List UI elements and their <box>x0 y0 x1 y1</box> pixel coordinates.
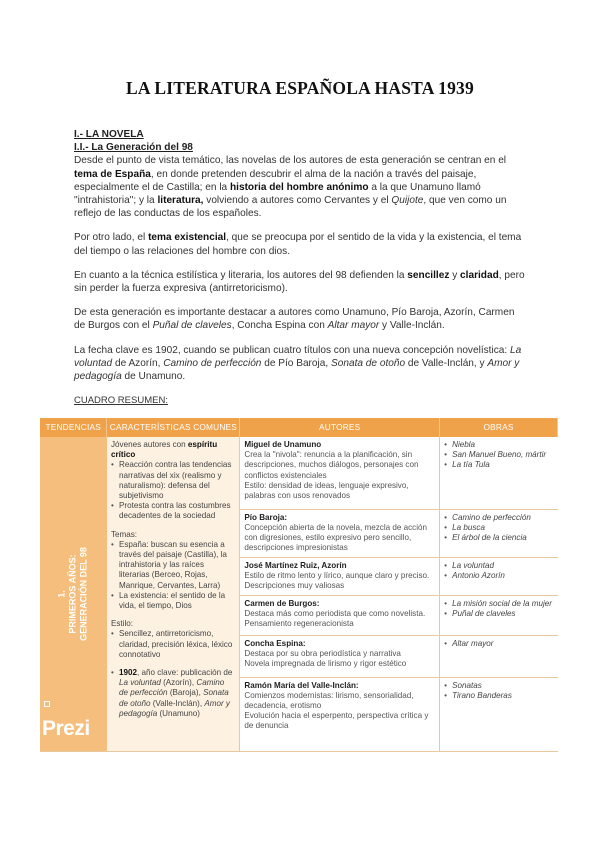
works-cell <box>440 595 558 635</box>
author-name: Concha Espina: <box>244 638 306 648</box>
table-header: AUTORES <box>240 418 440 437</box>
works-cell <box>440 509 558 557</box>
table-header-row <box>40 418 558 437</box>
author-name: Miguel de Unamuno <box>244 440 322 449</box>
work-item: • Tirano Banderas <box>444 691 553 701</box>
caract-estilo-heading: Estilo: <box>110 619 134 629</box>
works-list <box>444 681 553 701</box>
author-description: Concepción abierta de la novela, mezcla de acción con digresiones, estilo expresivo pero sencillo, descripciones impresionistas <box>244 522 428 553</box>
list-item: • La existencia: el sentido de la vida, el tiempo, Dios <box>111 591 235 611</box>
work-item: • Camino de perfección <box>444 513 553 523</box>
works-cell <box>440 437 558 509</box>
paragraph-4: De esta generación es importante destacar a autores como Unamuno, Pío Baroja, Azorín, Carmen de Burgos con el Puñal de claveles, Concha Espina con Altar mayor y Valle-Inclán. <box>74 307 515 332</box>
author-cell <box>240 557 440 595</box>
caract-temas-heading: Temas: <box>110 529 138 539</box>
author-description: Destaca por su obra periodística y narrativa Novela impregnada de lirismo y rigor estético <box>244 648 407 668</box>
works-cell <box>440 557 558 595</box>
section-heading: I.- LA NOVELA <box>74 129 144 140</box>
prezi-watermark: Prezi <box>42 717 90 741</box>
author-cell <box>240 595 440 635</box>
tendency-label: 1. PRIMEROS AÑOS: GENERACIÓN DEL 98 <box>56 546 89 641</box>
work-item: • El árbol de la ciencia <box>444 533 553 543</box>
work-item: • La busca <box>444 523 553 533</box>
table-header: CARACTERÍSTICAS COMUNES <box>107 418 240 437</box>
works-cell <box>440 635 558 677</box>
works-list <box>444 561 553 581</box>
caract-list-4 <box>111 668 235 719</box>
list-item: • Reacción contra las tendencias narrativas del xix (realismo y naturalismo): defensa del subjetivismo <box>111 460 235 501</box>
works-cell <box>440 677 558 751</box>
works-list <box>444 513 553 544</box>
work-item: • La tía Tula <box>444 460 553 470</box>
list-item: • Protesta contra las costumbres decadentes de la sociedad <box>111 501 235 521</box>
author-name: Pío Baroja: <box>244 512 288 522</box>
work-item: • Niebla <box>444 440 553 450</box>
caract-list-2 <box>111 540 235 611</box>
author-cell <box>240 509 440 557</box>
author-cell <box>240 437 440 509</box>
work-item: • La misión social de la mujer <box>444 599 553 609</box>
summary-label: CUADRO RESUMEN: <box>74 395 168 407</box>
subsection-heading: I.I.- La Generación del 98 <box>74 142 193 154</box>
paragraph-3: En cuanto a la técnica estilística y literaria, los autores del 98 defienden la sencillez y claridad, pero sin perder la fuerza expresiva (antirretoricismo). <box>74 269 525 295</box>
works-list <box>444 599 553 619</box>
table-row <box>40 437 558 509</box>
table-header: OBRAS <box>440 418 558 437</box>
author-description: Crea la "nivola": renuncia a la planificación, sin descripciones, muchos diálogos, personajes con conflictos existenciales Estilo: densidad de ideas, lenguaje expresivo, palabras con usos renovados <box>244 450 419 501</box>
tendency-cell <box>40 437 107 751</box>
author-name: Ramón María del Valle-Inclán: <box>244 680 359 690</box>
work-item: • Sonatas <box>444 681 553 691</box>
paragraph-5: La fecha clave es 1902, cuando se publican cuatro títulos con una nueva concepción novelística: La voluntad de Azorín, Camino de perfección de Pío Baroja, Sonata de otoño de Valle-Inclán, y Amor y pedagogía de Unamuno. <box>74 344 522 383</box>
works-list <box>444 440 553 471</box>
author-name: José Martínez Ruiz, Azorín <box>244 560 347 570</box>
paragraph-1: Desde el punto de vista temático, las novelas de los autores de esta generación se centran en el tema de España, en donde pretenden descubrir el alma de la nación a través del paisaje, especialmente el de Castilla; en la historia del hombre anónimo a la que Unamuno llamó "intrahistoria"; y la literatura, volviendo a autores como Cervantes y el Quijote, que ven como un reflejo de las conductas de los españoles. <box>74 155 507 220</box>
document-body <box>74 128 526 407</box>
work-item: • Puñal de claveles <box>444 609 553 619</box>
characteristics-cell <box>107 437 240 751</box>
author-cell <box>240 677 440 751</box>
paragraph-2: Por otro lado, el tema existencial, que se preocupa por el sentido de la vida y la existencia, el tema del tiempo o las relaciones del hombre con dios. <box>74 232 522 257</box>
prezi-logo-mark <box>44 701 50 707</box>
list-item: • Sencillez, antirretoricismo, claridad, precisión léxica, léxico connotativo <box>111 629 235 660</box>
author-description: Estilo de ritmo lento y lírico, aunque claro y preciso. Descripciones muy valiosas <box>244 570 430 590</box>
work-item: • Antonio Azorín <box>444 571 553 581</box>
caract-list-1 <box>111 460 235 521</box>
works-list <box>444 639 553 649</box>
page-title: LA LITERATURA ESPAÑOLA HASTA 1939 <box>126 78 474 98</box>
caract-list-3 <box>111 629 235 660</box>
author-description: Comienzos modernistas: lirismo, sensorialidad, decadencia, erotismo Evolución hacia el esperpento, perspectiva crítica y de denuncia <box>244 690 429 731</box>
caract-intro: Jóvenes autores con espíritu crítico <box>110 440 218 460</box>
author-cell <box>240 635 440 677</box>
work-item: • La voluntad <box>444 561 553 571</box>
work-item: • Altar mayor <box>444 639 553 649</box>
list-item: • España: buscan su esencia a través del paisaje (Castilla), la intrahistoria y las raíces literarias (Berceo, Rojas, Manrique, Cervantes, Larra) <box>111 540 235 591</box>
table-header: TENDENCIAS <box>40 418 107 437</box>
list-item: • 1902, año clave: publicación de La voluntad (Azorín), Camino de perfección (Baroja), Sonata de otoño (Valle-Inclán), Amor y pedagogía (Unamuno) <box>111 668 235 719</box>
author-name: Carmen de Burgos: <box>244 598 320 608</box>
summary-table <box>40 418 558 752</box>
author-description: Destaca más como periodista que como novelista. Pensamiento regeneracionista <box>244 608 426 628</box>
work-item: • San Manuel Bueno, mártir <box>444 450 553 460</box>
